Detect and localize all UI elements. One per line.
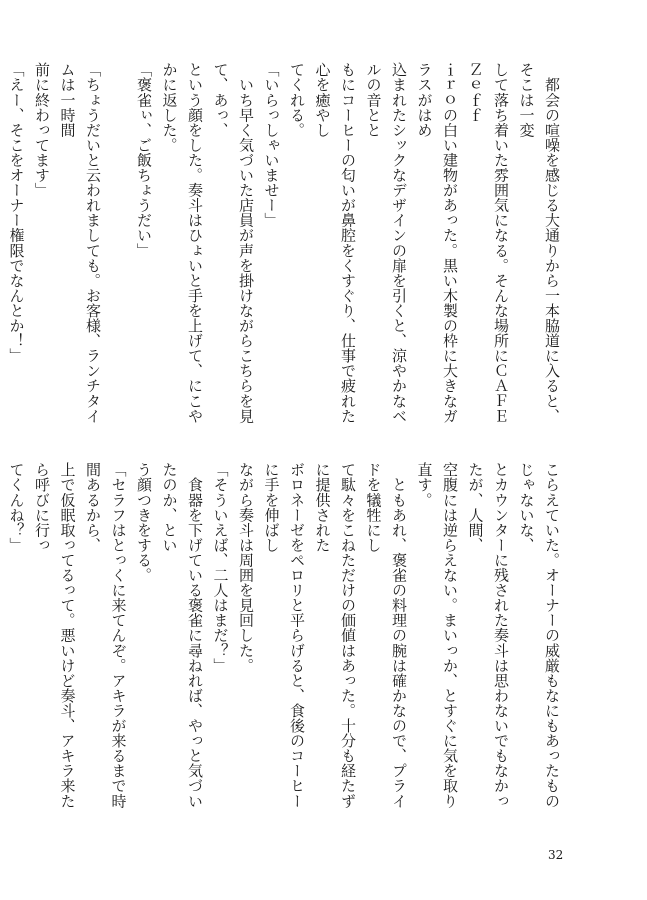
upper-text-block: 都会の喧噪を感じる大通りから一本脇道に入ると、そこは一変 して落ち着いた雰囲気になる。そんな場所にＣＡＦＥ Ｚｅｆｆ ｉｒｏの白い建物があった。黒い木製の枠に大きなガラスがはめ 込まれたシックなデザインの扉を引くと、涼やかなベルの音とと もにコーヒーの匂いが鼻腔をくすぐり、仕事で疲れた心を癒やし てくれる。 「いらっしゃいませー」 いち早く気づいた店員が声を掛けながらこちらを見て、あっ、 という顔をした。奏斗はひょいと手を上げて、にこやかに返した。 「褒雀ぃ、ご飯ちょうだい」 「ちょうだいと云われましても。お客様、ランチタイムは一時間 前に終わってます」 「えー、そこをオーナー権限でなんとか！」 [7, 62, 561, 424]
lower-text-block: こらえていた。オーナーの威厳もなにもあったものじゃないな、 とカウンターに残された奏斗は思わないでもなかったが、人間、 空腹には逆らえない。まいっか、とすぐに気を取り直す。 ともあれ、褒雀の料理の腕は確かなので、プライドを犠牲にし て駄々をこねただけの価値はあった。十分も経たずに提供された ボロネーゼをペロリと平らげると、食後のコーヒーに手を伸ばし ながら奏斗は周囲を見回した。 「そういえば、二人はまだ？」 食器を下げている褒雀に尋ねれば、やっと気づいたのか、とい う顔つきをする。 「セラフはとっくに来てんぞ。アキラが来るまで時間あるから、 上で仮眠取ってるって。悪いけど奏斗、アキラ来たら呼びに行っ てくんね？」 [7, 462, 561, 809]
page-number: 32 [548, 848, 564, 862]
